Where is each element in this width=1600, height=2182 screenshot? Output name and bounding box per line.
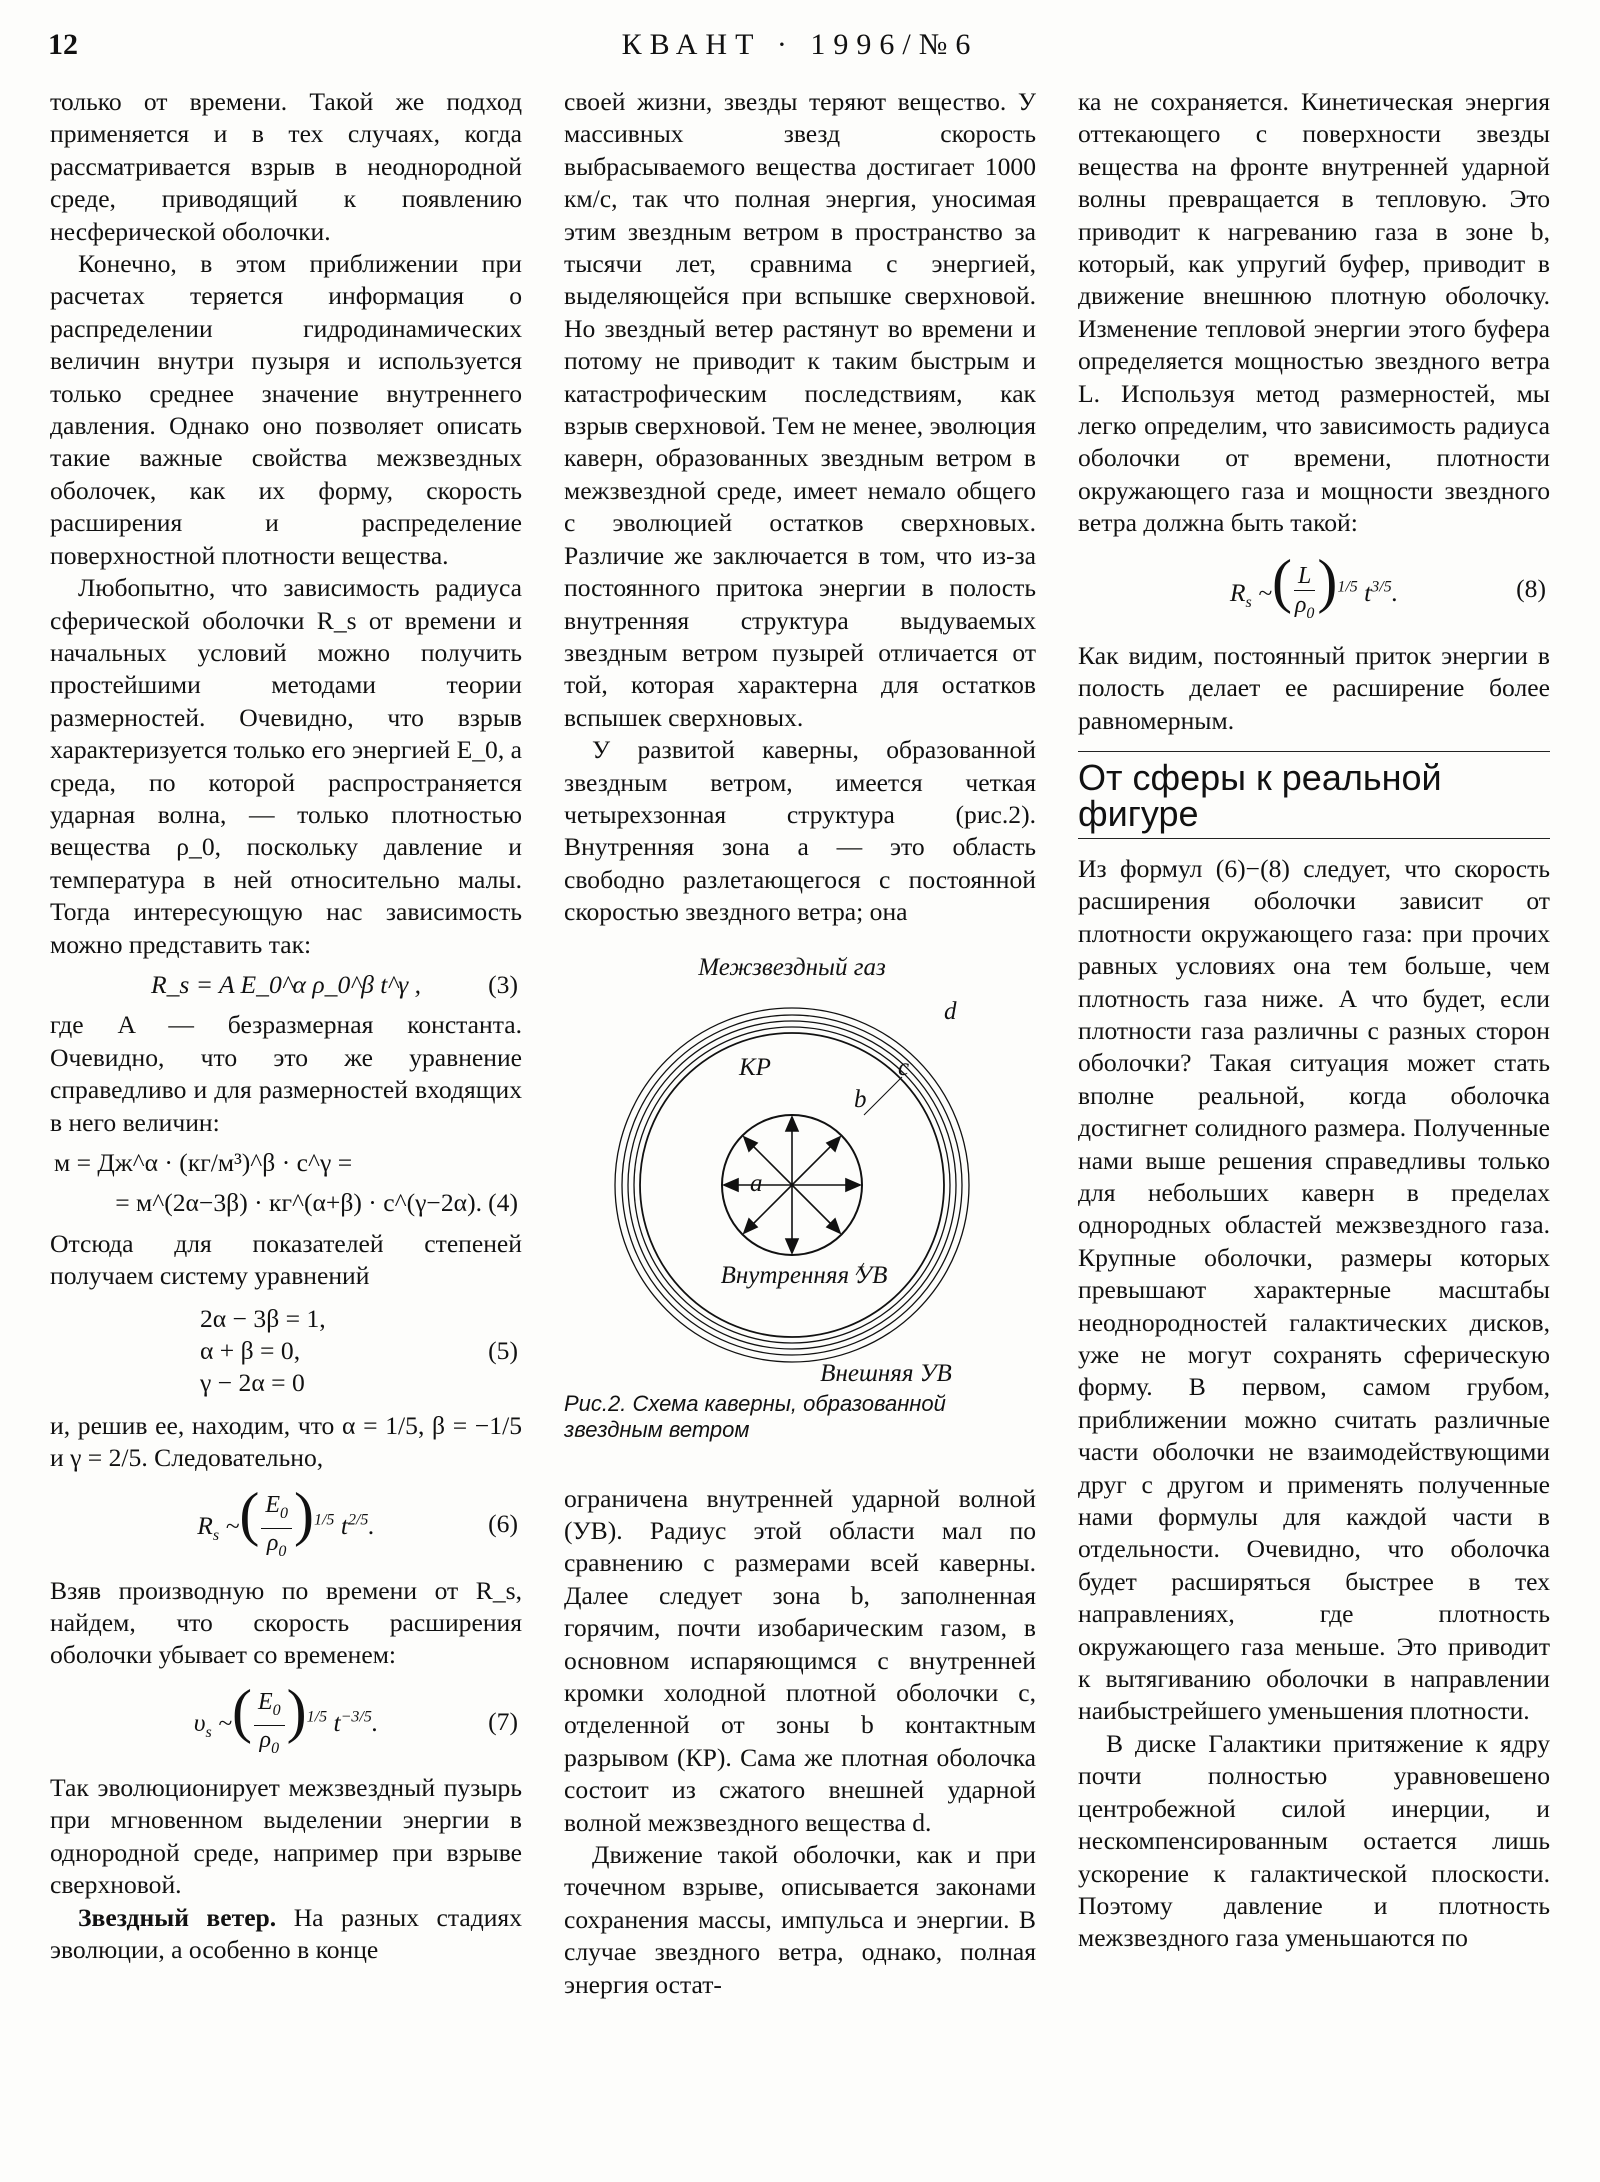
figure-caption: Рис.2. Схема каверны, образованной звездным ветром — [564, 1390, 946, 1442]
equation-8 — [1078, 548, 1550, 632]
paragraph: Из формул (6)−(8) следует, что скорость расширения оболочки зависит от плотности окружающего газа: при прочих равных условиях она тем больше, чем плотность газа ниже. А что будет, если плотности газа различны с разных сторон оболочки? Такая ситуация может стать вполне реальной, когда оболочка достигнет солидного размера. Полученные нами выше решения справедливы только для небольших каверн в пределах однородных областей межзвездного газа. Крупные оболочки, размеры которых превышают характерные масштабы неоднородностей галактических дисков, уже не могут сохранять сферическую форму. В первом, самом грубом, приближении можно считать различные части оболочки не взаимодействующими друг с другом и применять полученные нами формулы для каждой части в отдельности. Очевидно, что оболочка будет расширяться быстрее в тех направлениях, где плотность окружающего газа меньше. Это приводит к вытягиванию оболочки в направлении наибыстрейшего уменьшения плотности. — [1078, 853, 1550, 1726]
journal-title: КВАНТ · 1996/№6 — [621, 28, 979, 61]
paragraph-text: На разных стадиях эволюции, а особенно в конце — [50, 1902, 522, 1964]
equation-5c: γ − 2α = 0 — [200, 1368, 305, 1398]
page-header — [48, 22, 1552, 72]
label-inner-shock: Внутренняя УВ — [720, 1261, 888, 1289]
column-3 — [1078, 86, 1550, 1955]
equation-4a-text: м = Дж^α · (кг/м³)^β · с^γ = — [54, 1148, 353, 1177]
subheading-stellar-wind: Звездный ветер. — [78, 1902, 277, 1932]
equation-4b-text: = м^(2α−3β) · кг^(α+β) · с^(γ−2α). — [115, 1188, 482, 1218]
paragraph: В диске Галактики притяжение к ядру почти полностью уравновешено центробежной силой инерции, и нескомпенсированным остается лишь ускорение к галактической плоскости. Поэтому давление и плотность межзвездного газа уменьшаются по — [1078, 1728, 1550, 1953]
column-1 — [50, 86, 522, 1966]
label-interstellar-gas: Межзвездный газ — [698, 953, 886, 981]
label-b: b — [854, 1085, 867, 1113]
equation-number: (5) — [488, 1336, 518, 1366]
paragraph: своей жизни, звезды теряют вещество. У массивных звезд скорость выбрасываемого вещества достигает 1000 км/с, так что полная энергия, уносимая этим звездным ветром в пространство за тысячи лет, сравнима с энергией, выделяющейся при вспышке сверхновой. Но звездный ветер растянут во времени и потому не приводит к таким быстрым и катастрофическим последствиям, как взрыв сверхновой. Тем не менее, эволюция каверн, образованных звездным ветром в межзвездной среде, имеет немало общего с эволюцией остатков сверхновых. Различие же заключается в том, что из-за постоянного притока энергии в полость внутренняя структура выдуваемых звездным ветром пузырей отличается от той, которая характерна для остатков вспышек сверхновых. — [564, 87, 1036, 732]
label-d: d — [944, 997, 957, 1025]
label-a: a — [750, 1169, 763, 1197]
paragraph: Взяв производную по времени от R_s, найдем, что скорость расширения оболочки убывает со временем: — [50, 1575, 522, 1670]
equation-4a — [50, 1147, 522, 1179]
paragraph: ограничена внутренней ударной волной (УВ). Радиус этой области мал по сравнению с размерами всей каверны. Далее следует зона b, заполненная горячим, почти изобарическим газом, в основном испаряющимся с внутренней кромки холодной плотной оболочки c, отделенной от зоны b контактным разрывом (КР). Сама же плотная оболочка состоит из сжатого внешней ударной волной межзвездного вещества d. — [564, 1483, 1036, 1837]
paragraph: Так эволюционирует межзвездный пузырь при мгновенном выделении энергии в однородной среде, например при взрыве сверхновой. — [50, 1772, 522, 1900]
paragraph: Любопытно, что зависимость радиуса сферической оболочки R_s от времени и начальных условий можно получить простейшими методами теории размерностей. Очевидно, что взрыв характеризуется только его энергией E_0, а среда, по которой распространяется ударная волна, — только плотностью вещества ρ_0, поскольку давление и температура в ней относительно малы. Тогда интересующую нас зависимость можно представить так: — [50, 573, 522, 959]
paragraph: где A — безразмерная константа. Очевидно, что это же уравнение справедливо и для размерностей входящих в него величин: — [50, 1010, 522, 1137]
equation-6-formula: $R_s$ ~( $\frac{E_0}{\rho_0}$ )$^{1/5}$ $t^{2/5}$. — [197, 1480, 375, 1560]
equation-number: (4) — [488, 1188, 518, 1218]
paragraph: Конечно, в этом приближении при расчетах теряется информация о распределении гидродинамических величин внутри пузыря и используется только среднее значение внутреннего давления. Однако оно позволяет описать такие важные свойства межзвездных оболочек, как их форму, скорость расширения и распределение поверхностной плотности вещества. — [50, 249, 522, 570]
equation-3 — [50, 969, 522, 1001]
paragraph: только от времени. Такой же подход применяется и в тех случаях, когда рассматривается взрыв в неоднородной среде, приводящий к появлению несферической оболочки. — [50, 87, 522, 246]
paragraph — [50, 1902, 522, 1967]
paragraph: ка не сохраняется. Кинетическая энергия оттекающего с поверхности звезды вещества на фронте внутренней ударной волны превращается в тепловую. Это приводит к нагреванию газа в зоне b, который, как упругий буфер, приводит в движение внешнюю плотную оболочку. Изменение тепловой энергии этого буфера определяется мощностью звездного ветра L. Используя метод размерностей, мы легко определим, что зависимость радиуса оболочки от времени, плотности окружающего газа и мощности звездного ветра должна быть такой: — [1078, 87, 1550, 538]
equation-number: (6) — [488, 1509, 518, 1539]
paragraph: Как видим, постоянный приток энергии в полость делает ее расширение более равномерным. — [1078, 640, 1550, 735]
equation-5b: α + β = 0, — [200, 1336, 301, 1366]
cavern-diagram — [564, 945, 1036, 1385]
equation-3-text: R_s = A E_0^α ρ_0^β t^γ , — [150, 969, 422, 999]
equation-number: (3) — [488, 969, 518, 999]
paragraph: Отсюда для показателей степеней получаем систему уравнений — [50, 1228, 522, 1291]
paragraph: У развитой каверны, образованной звездным ветром, имеется четкая четырехзонная структура (рис.2). Внутренняя зона a — это область свободно разлетающегося с постоянной скоростью звездного ветра; она — [564, 735, 1036, 927]
label-outer-shock: Внешняя УВ — [820, 1359, 952, 1385]
equation-5-system — [50, 1303, 522, 1400]
column-2 — [564, 86, 1036, 2001]
equation-4b — [50, 1187, 522, 1219]
figure-2 — [564, 945, 1036, 1385]
page-number: 12 — [48, 28, 78, 61]
equation-number: (7) — [488, 1706, 518, 1736]
label-kr: КР — [739, 1053, 771, 1081]
paragraph: Движение такой оболочки, как и при точечном взрыве, описывается законами сохранения массы, импульса и энергии. В случае звездного ветра, однако, полная энергия остат- — [564, 1840, 1036, 1999]
paragraph: и, решив ее, находим, что α = 1/5, β = −1/5 и γ = 2/5. Следовательно, — [50, 1410, 522, 1473]
equation-7 — [50, 1680, 522, 1764]
label-c: c — [898, 1053, 910, 1081]
equation-7-formula: $\upsilon_s$ ~( $\frac{E_0}{\rho_0}$ )$^{1/5}$ $t^{-3/5}$. — [193, 1678, 379, 1757]
equation-number: (8) — [1516, 574, 1546, 604]
equation-5a: 2α − 3β = 1, — [200, 1303, 326, 1333]
equation-8-formula: $R_s$ ~( $\frac{L}{\rho_0}$ )$^{1/5}$ $t^{3/5}$. — [1229, 548, 1399, 623]
section-title: От сферы к реальной фигуре — [1078, 751, 1550, 839]
equation-6 — [50, 1480, 522, 1567]
